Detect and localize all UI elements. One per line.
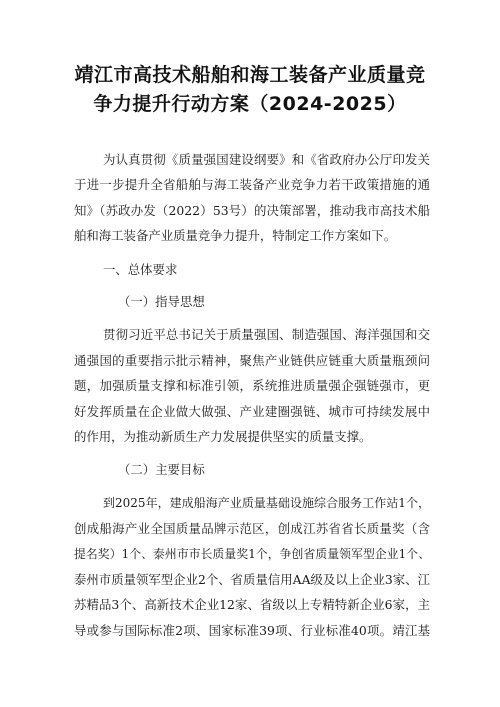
goals-line-4: 泰州市质量领军型企业2个、省质量信用AA级及以上企业3家、江	[74, 572, 430, 587]
intro-line-3: 知》（苏政办发（2022）53号）的决策部署，推动我市高技术船	[74, 203, 430, 218]
goals-line-5: 苏精品3个、高新技术企业12家、省级以上专精特新企业6家，主	[74, 597, 430, 612]
guiding-line-5: 的作用，为推动新质生产力发展提供坚实的质量支撑。	[74, 429, 372, 444]
intro-line-4: 舶和海工装备产业质量竞争力提升，特制定工作方案如下。	[74, 228, 397, 243]
goals-line-2: 创成船海产业全国质量品牌示范区，创成江苏省省长质量奖（含	[74, 521, 430, 536]
goals-line-1: 到2025年，建成船海产业质量基础设施综合服务工作站1个，	[103, 496, 430, 510]
section-heading-general-requirements: 一、总体要求	[103, 262, 178, 277]
intro-line-2: 于进一步提升全省船舶与海工装备产业竞争力若干政策措施的通	[74, 177, 430, 192]
guiding-line-1: 贯彻习近平总书记关于质量强国、制造强国、海洋强国和交	[103, 327, 430, 342]
guiding-line-2: 通强国的重要指示批示精神，聚焦产业链供应链重大质量瓶颈问	[74, 353, 430, 368]
goals-line-6: 导或参与国际标准2项、国家标准39项、行业标准40项。靖江基	[74, 623, 430, 638]
guiding-line-4: 好发挥质量在企业做大做强、产业建圈强链、城市可持续发展中	[74, 404, 430, 419]
subsection-heading-guiding-ideology: （一）指导思想	[118, 294, 205, 309]
intro-line-1: 为认真贯彻《质量强国建设纲要》和《省政府办公厅印发关	[103, 152, 430, 167]
document-title-line-2: 争力提升行动方案（2024-2025）	[93, 93, 407, 115]
subsection-heading-main-goals: （二）主要目标	[118, 462, 205, 477]
guiding-line-3: 题，加强质量支撑和标准引领，系统推进质量强企强链强市，更	[74, 378, 430, 393]
goals-line-3: 提名奖）1个、泰州市市长质量奖1个，争创省质量领军型企业1个、	[74, 547, 430, 561]
document-title-line-1: 靖江市高技术船舶和海工装备产业质量竞	[74, 64, 426, 86]
